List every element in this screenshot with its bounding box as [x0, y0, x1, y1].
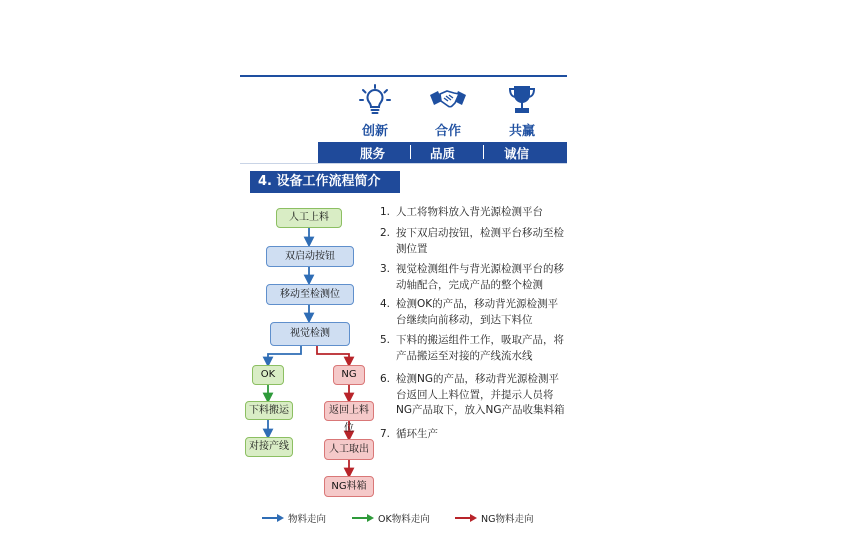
blue-arrow-icon	[262, 514, 284, 522]
bar-item-integrity: 诚信	[504, 146, 530, 161]
step-item: 1. 人工将物料放入背光源检测平台	[380, 206, 543, 218]
arrow-vision-ok	[268, 346, 301, 362]
step-item: 6. 检测NG的产品，移动背光源检测平台返回人上料位置，并提示人员将NG产品取下，放入NG产品收集料箱	[380, 373, 565, 416]
step-item: 4. 检测OK的产品，移动背光源检测平台继续向前移动，到达下料位	[380, 298, 559, 326]
step-item: 3. 视觉检测组件与背光源检测平台的移动轴配合，完成产品的整个检测	[380, 263, 564, 291]
innovation-label: 创新	[361, 124, 388, 139]
node-ng: NG	[333, 365, 365, 385]
bar-item-quality: 品质	[430, 146, 456, 161]
winwin-label: 共赢	[508, 124, 535, 139]
node-dual-start: 双启动按钮	[266, 246, 354, 267]
arrow-vision-ng	[317, 346, 349, 362]
node-start: 人工上料	[276, 208, 342, 228]
step-item: 2. 按下双启动按钮，检测平台移动至检测位置	[380, 227, 564, 255]
step-item: 5. 下料的搬运组件工作，吸取产品，将产品搬运至对接的产线流水线	[380, 334, 564, 362]
legend-ok	[352, 511, 430, 525]
node-return: 返回上料位	[324, 401, 374, 421]
node-vision: 视觉检测	[270, 322, 350, 346]
red-arrow-icon	[455, 514, 477, 522]
legend-material	[262, 511, 326, 525]
node-move: 移动至检测位	[266, 284, 354, 305]
legend-label: OK物料走向	[378, 514, 430, 525]
cooperation-label: 合作	[434, 124, 461, 139]
node-unload: 下料搬运	[245, 401, 293, 420]
bar-item-service: 服务	[360, 146, 386, 161]
node-dock: 对接产线	[245, 437, 293, 457]
legend-label: 物料走向	[288, 514, 327, 525]
node-manual-remove: 人工取出	[324, 439, 374, 460]
legend-label: NG物料走向	[481, 514, 534, 525]
node-ng-bin: NG料箱	[324, 476, 374, 497]
document-page	[240, 75, 567, 545]
section-title: 4. 设备工作流程简介	[250, 171, 400, 193]
step-item: 7. 循环生产	[380, 428, 438, 440]
node-ok: OK	[252, 365, 284, 385]
legend-ng	[455, 511, 533, 525]
green-arrow-icon	[352, 514, 374, 522]
